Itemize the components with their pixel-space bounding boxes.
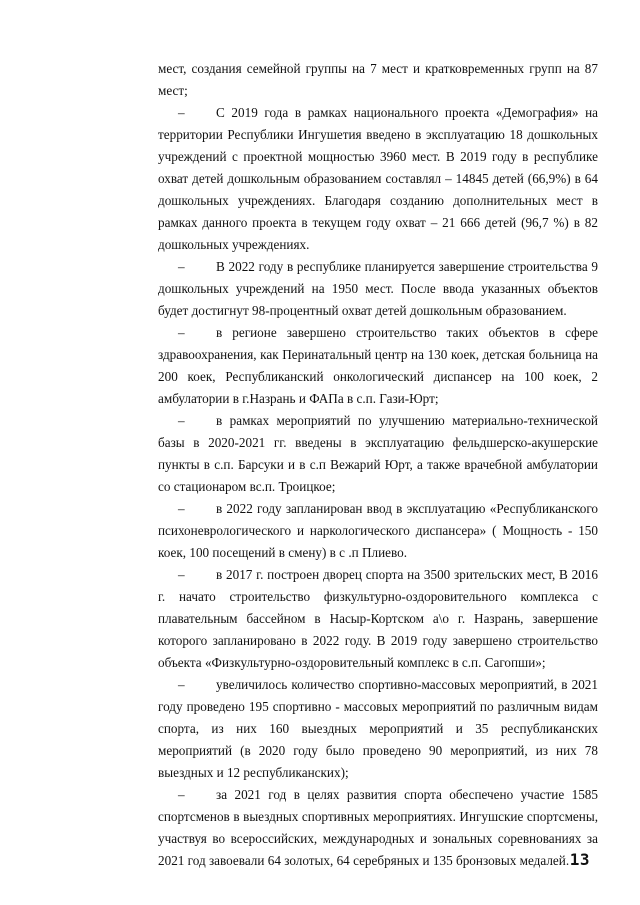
body-text: [158, 58, 598, 872]
list-item: [158, 256, 598, 322]
list-item-text: В 2022 году в республике планируется завершение строительства 9 дошкольных учреждений на 1950 мест. После ввода указанных объектов будет достигнут 98-процентный охват детей дошкольным образованием.: [158, 259, 598, 318]
list-dash: –: [178, 787, 185, 802]
list-item: [158, 410, 598, 498]
list-item-text: увеличилось количество спортивно-массовых мероприятий, в 2021 году проведено 195 спортивно - массовых мероприятий по различным видам спорта, из них 160 выездных мероприятий и 35 республиканских мероприятий (в 2020 году было проведено 90 мероприятий, из них 78 выездных и 12 республиканских);: [158, 677, 598, 780]
list-item-text: за 2021 год в целях развития спорта обеспечено участие 1585 спортсменов в выездных спортивных мероприятиях. Ингушские спортсмены, участвуя во всероссийских, международных и зональных соревнованиях за 2021 год завоевали 64 золотых, 64 серебряных и 135 бронзовых медалей.: [158, 787, 598, 868]
list-dash: –: [178, 325, 185, 340]
list-dash: –: [178, 105, 185, 120]
list-dash: –: [178, 501, 185, 516]
list-dash: –: [178, 413, 185, 428]
list-item-text: в 2022 году запланирован ввод в эксплуатацию «Республиканского психоневрологического и наркологического диспансера» ( Мощность - 150 коек, 100 посещений в смену) в с .п Плиево.: [158, 501, 598, 560]
list-item: [158, 784, 598, 872]
list-dash: –: [178, 567, 185, 582]
list-item: [158, 498, 598, 564]
list-dash: –: [178, 259, 185, 274]
list-item-text: в рамках мероприятий по улучшению материально-технической базы в 2020-2021 гг. введены в эксплуатацию фельдшерско-акушерские пункты в с.п. Барсуки и в с.п Вежарий Юрт, а также врачебной амбулатории со стационаром вс.п. Троицкое;: [158, 413, 598, 494]
list-item: [158, 564, 598, 674]
list-item-text: С 2019 года в рамках национального проекта «Демография» на территории Республики Ингушетия введено в эксплуатацию 18 дошкольных учреждений с проектной мощностью 3960 мест. В 2019 году в республике охват детей дошкольным образованием составлял – 14845 детей (66,9%) в 64 дошкольных учреждениях. Благодаря созданию дополнительных мест в рамках данного проекта в текущем году охват – 21 666 детей (96,7 %) в 82 дошкольных учреждениях.: [158, 105, 598, 252]
list-item-text: в 2017 г. построен дворец спорта на 3500 зрительских мест, В 2016 г. начато строительство физкультурно-оздоровительного комплекса с плавательным бассейном в Насыр-Кортском а\о г. Назрань, завершение которого запланировано в 2022 году. В 2019 году завершено строительство объекта «Физкультурно-оздоровительный комплекс в с.п. Сагопши»;: [158, 567, 598, 670]
list-item: [158, 102, 598, 256]
list-item: [158, 322, 598, 410]
paragraph-continuation: мест, создания семейной группы на 7 мест и кратковременных групп на 87 мест;: [158, 61, 598, 98]
list-item: [158, 674, 598, 784]
list-item-text: в регионе завершено строительство таких объектов в сфере здравоохранения, как Перинатальный центр на 130 коек, детская больница на 200 коек, Республиканский онкологический диспансер на 100 коек, 2 амбулатории в г.Назрань и ФАПа в с.п. Гази-Юрт;: [158, 325, 598, 406]
list-dash: –: [178, 677, 185, 692]
page-number: 13: [569, 850, 590, 869]
